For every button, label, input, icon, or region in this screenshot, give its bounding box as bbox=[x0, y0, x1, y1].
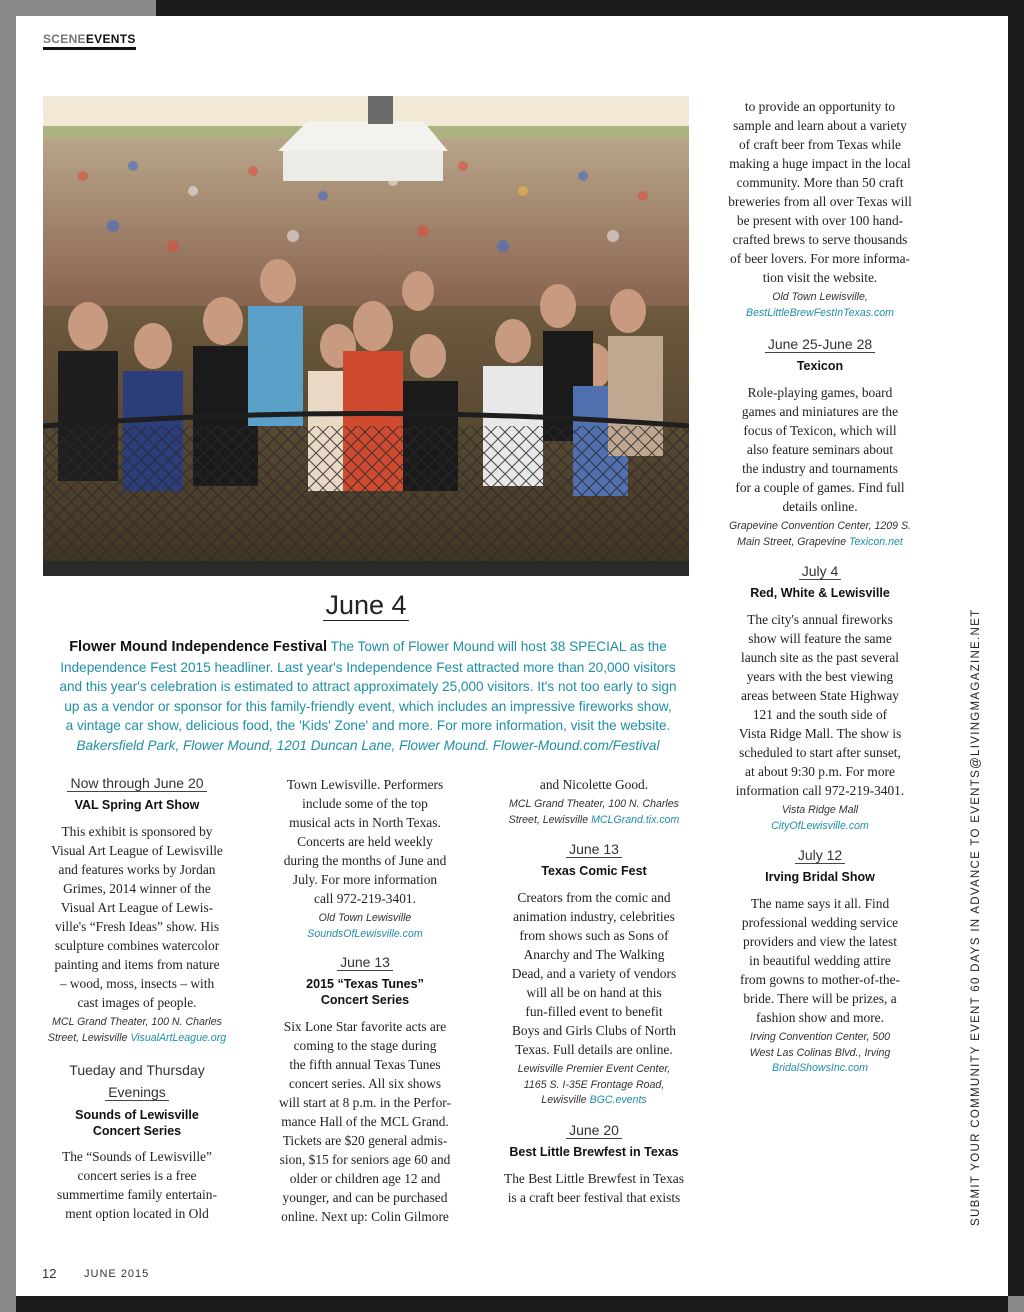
events-column-4 bbox=[720, 97, 920, 1077]
event-link[interactable]: SoundsOfLewisville.com bbox=[307, 927, 423, 940]
event-link[interactable]: VisualArtLeague.org bbox=[130, 1031, 227, 1044]
section-label-events: EVENTS bbox=[85, 32, 136, 46]
event-body-continued: and Nicolette Good. bbox=[539, 777, 649, 792]
event-venue: Irving Convention Center, 500 West Las Colinas Blvd., Irving BridalShowsInc.com bbox=[749, 1031, 891, 1074]
event-date: July 12 bbox=[720, 847, 920, 863]
magazine-page bbox=[16, 16, 1008, 1296]
event-body: The city's annual fireworks show will feature the same launch site as the past several years with the best viewing areas between State Highway 121 and the south side of Vista Ridge Mall. The show is scheduled to start after sunset, at about 9:30 p.m. For more information call 972-219-3401. bbox=[735, 612, 905, 798]
event-date: June 13 bbox=[496, 841, 692, 857]
event-link[interactable]: BGC.events bbox=[589, 1094, 647, 1106]
event-title: Texas Comic Fest bbox=[541, 864, 647, 878]
event-date: Tueday and Thursday Evenings bbox=[69, 1062, 205, 1100]
page-number: 12 bbox=[42, 1266, 57, 1281]
event-title: Irving Bridal Show bbox=[765, 870, 875, 884]
main-event-text: The Town of Flower Mound will host 38 SPECIAL as the Independence Fest 2015 headliner. Last year's Independence Fest attracted more than 20,000 visitors and this year's celebration is estimated to attract approximately 25,000 visitors. It's not too early to sign up as a vendor or sponsor for this family-friendly event, which includes an impressive fireworks show, a vintage car show, delicious food, the 'Kids' Zone' and more. For more information, visit the website. bbox=[59, 639, 677, 734]
event-link[interactable]: Texicon.net bbox=[849, 535, 903, 548]
event-link[interactable]: BestLittleBrewFestInTexas.com bbox=[746, 306, 894, 319]
events-column-2 bbox=[266, 775, 464, 1226]
main-event-description bbox=[48, 637, 688, 756]
event-title: 2015 “Texas Tunes” Concert Series bbox=[306, 977, 424, 1007]
event-body: Six Lone Star favorite acts are coming to the stage during the fifth annual Texas Tunes concert series. All six shows will start at 8 p.m. in the Perfor- mance Hall of the MCL Grand. Tickets are $20 general admis- sion, $15 for seniors age 60 and older or children age 12 and younger, and can be purchased online. Next up: Colin Gilmore bbox=[279, 1019, 451, 1224]
events-column-3 bbox=[496, 775, 692, 1207]
event-venue: Grapevine Convention Center, 1209 S. Main Street, Grapevine Texicon.net bbox=[729, 520, 911, 548]
crowd-photo-icon bbox=[43, 96, 689, 576]
main-event-title: Flower Mound Independence Festival bbox=[69, 639, 328, 655]
event-link[interactable]: BridalShowsInc.com bbox=[772, 1062, 868, 1074]
event-title: Texicon bbox=[796, 359, 844, 373]
frame-corner-edge bbox=[1008, 1296, 1024, 1312]
event-date: June 13 bbox=[266, 954, 464, 970]
event-title: Best Little Brewfest in Texas bbox=[509, 1144, 679, 1159]
event-body: The Best Little Brewfest in Texas is a craft beer festival that exists bbox=[504, 1170, 684, 1205]
main-event-location[interactable]: Bakersfield Park, Flower Mound, 1201 Duncan Lane, Flower Mound. Flower-Mound.com/Festival bbox=[76, 737, 660, 753]
event-date: June 25-June 28 bbox=[720, 336, 920, 352]
crowd-photo bbox=[43, 96, 689, 576]
event-venue: MCL Grand Theater, 100 N. Charles Street, Lewisville VisualArtLeague.org bbox=[47, 1016, 227, 1044]
event-body-continued: to provide an opportunity to sample and learn about a variety of craft beer from Texas while making a huge impact in the local community. More than 50 craft breweries from all over Texas will be present with over 100 hand- crafted brews to serve thousands of beer lovers. For more informa- tion visit the website. bbox=[728, 99, 912, 285]
section-label bbox=[43, 32, 136, 50]
event-title: VAL Spring Art Show bbox=[74, 798, 200, 812]
frame-left-edge bbox=[0, 0, 16, 1312]
section-label-scene: SCENE bbox=[43, 32, 86, 46]
event-body: Creators from the comic and animation industry, celebrities from shows such as Sons of Anarchy and The Walking Dead, and a variety of vendors will all be on hand at this fun-filled event to benefit Boys and Girls Clubs of North Texas. Full details are online. bbox=[511, 890, 677, 1057]
event-link[interactable]: MCLGrand.tix.com bbox=[591, 813, 680, 826]
event-body: Role-playing games, board games and miniatures are the focus of Texicon, which will also feature seminars about the industry and tournaments for a couple of games. Find full details online. bbox=[735, 385, 905, 514]
event-body: This exhibit is sponsored by Visual Art League of Lewisville and features works by Jordan Grimes, 2014 winner of the Visual Art League of Lewis- ville's “Fresh Ideas” show. His sculpture combines watercolor painting and items from nature – wood, moss, insects – with cast images of people. bbox=[51, 824, 223, 1010]
main-event-date: June 4 bbox=[325, 590, 407, 620]
event-date: June 20 bbox=[496, 1122, 692, 1138]
event-date: July 4 bbox=[720, 563, 920, 579]
event-venue: MCL Grand Theater, 100 N. Charles Street, Lewisville MCLGrand.tix.com bbox=[508, 798, 680, 826]
event-link[interactable]: CityOfLewisville.com bbox=[771, 819, 869, 832]
event-body: The “Sounds of Lewisville” concert series is a free summertime family entertain- ment option located in Old bbox=[57, 1149, 217, 1221]
submit-event-sidebar: SUBMIT YOUR COMMUNITY EVENT 60 DAYS IN ADVANCE TO EVENTS@LIVINGMAGAZINE.NET bbox=[970, 608, 982, 1226]
issue-date: JUNE 2015 bbox=[84, 1268, 150, 1280]
event-body-continued: Town Lewisville. Performers include some of the top musical acts in North Texas. Concerts are held weekly during the months of June and July. For more information call 972-219-3401. bbox=[283, 777, 447, 906]
event-venue: Lewisville Premier Event Center, 1165 S. I-35E Frontage Road, Lewisville BGC.events bbox=[517, 1063, 671, 1106]
frame-top-edge bbox=[0, 0, 156, 16]
event-body: The name says it all. Find professional wedding service providers and view the latest in beautiful wedding attire from gowns to mother-of-the- bride. There will be prizes, a fashion show and more. bbox=[739, 896, 900, 1025]
event-title: Sounds of Lewisville Concert Series bbox=[75, 1108, 199, 1138]
event-date: Now through June 20 bbox=[40, 775, 234, 791]
event-venue: Old Town Lewisville, BestLittleBrewFestInTexas.com bbox=[746, 291, 894, 319]
event-venue: Vista Ridge Mall CityOfLewisville.com bbox=[771, 804, 869, 832]
events-column-1 bbox=[40, 775, 234, 1223]
event-title: Red, White & Lewisville bbox=[750, 586, 890, 600]
event-venue: Old Town Lewisville SoundsOfLewisville.com bbox=[307, 912, 423, 940]
